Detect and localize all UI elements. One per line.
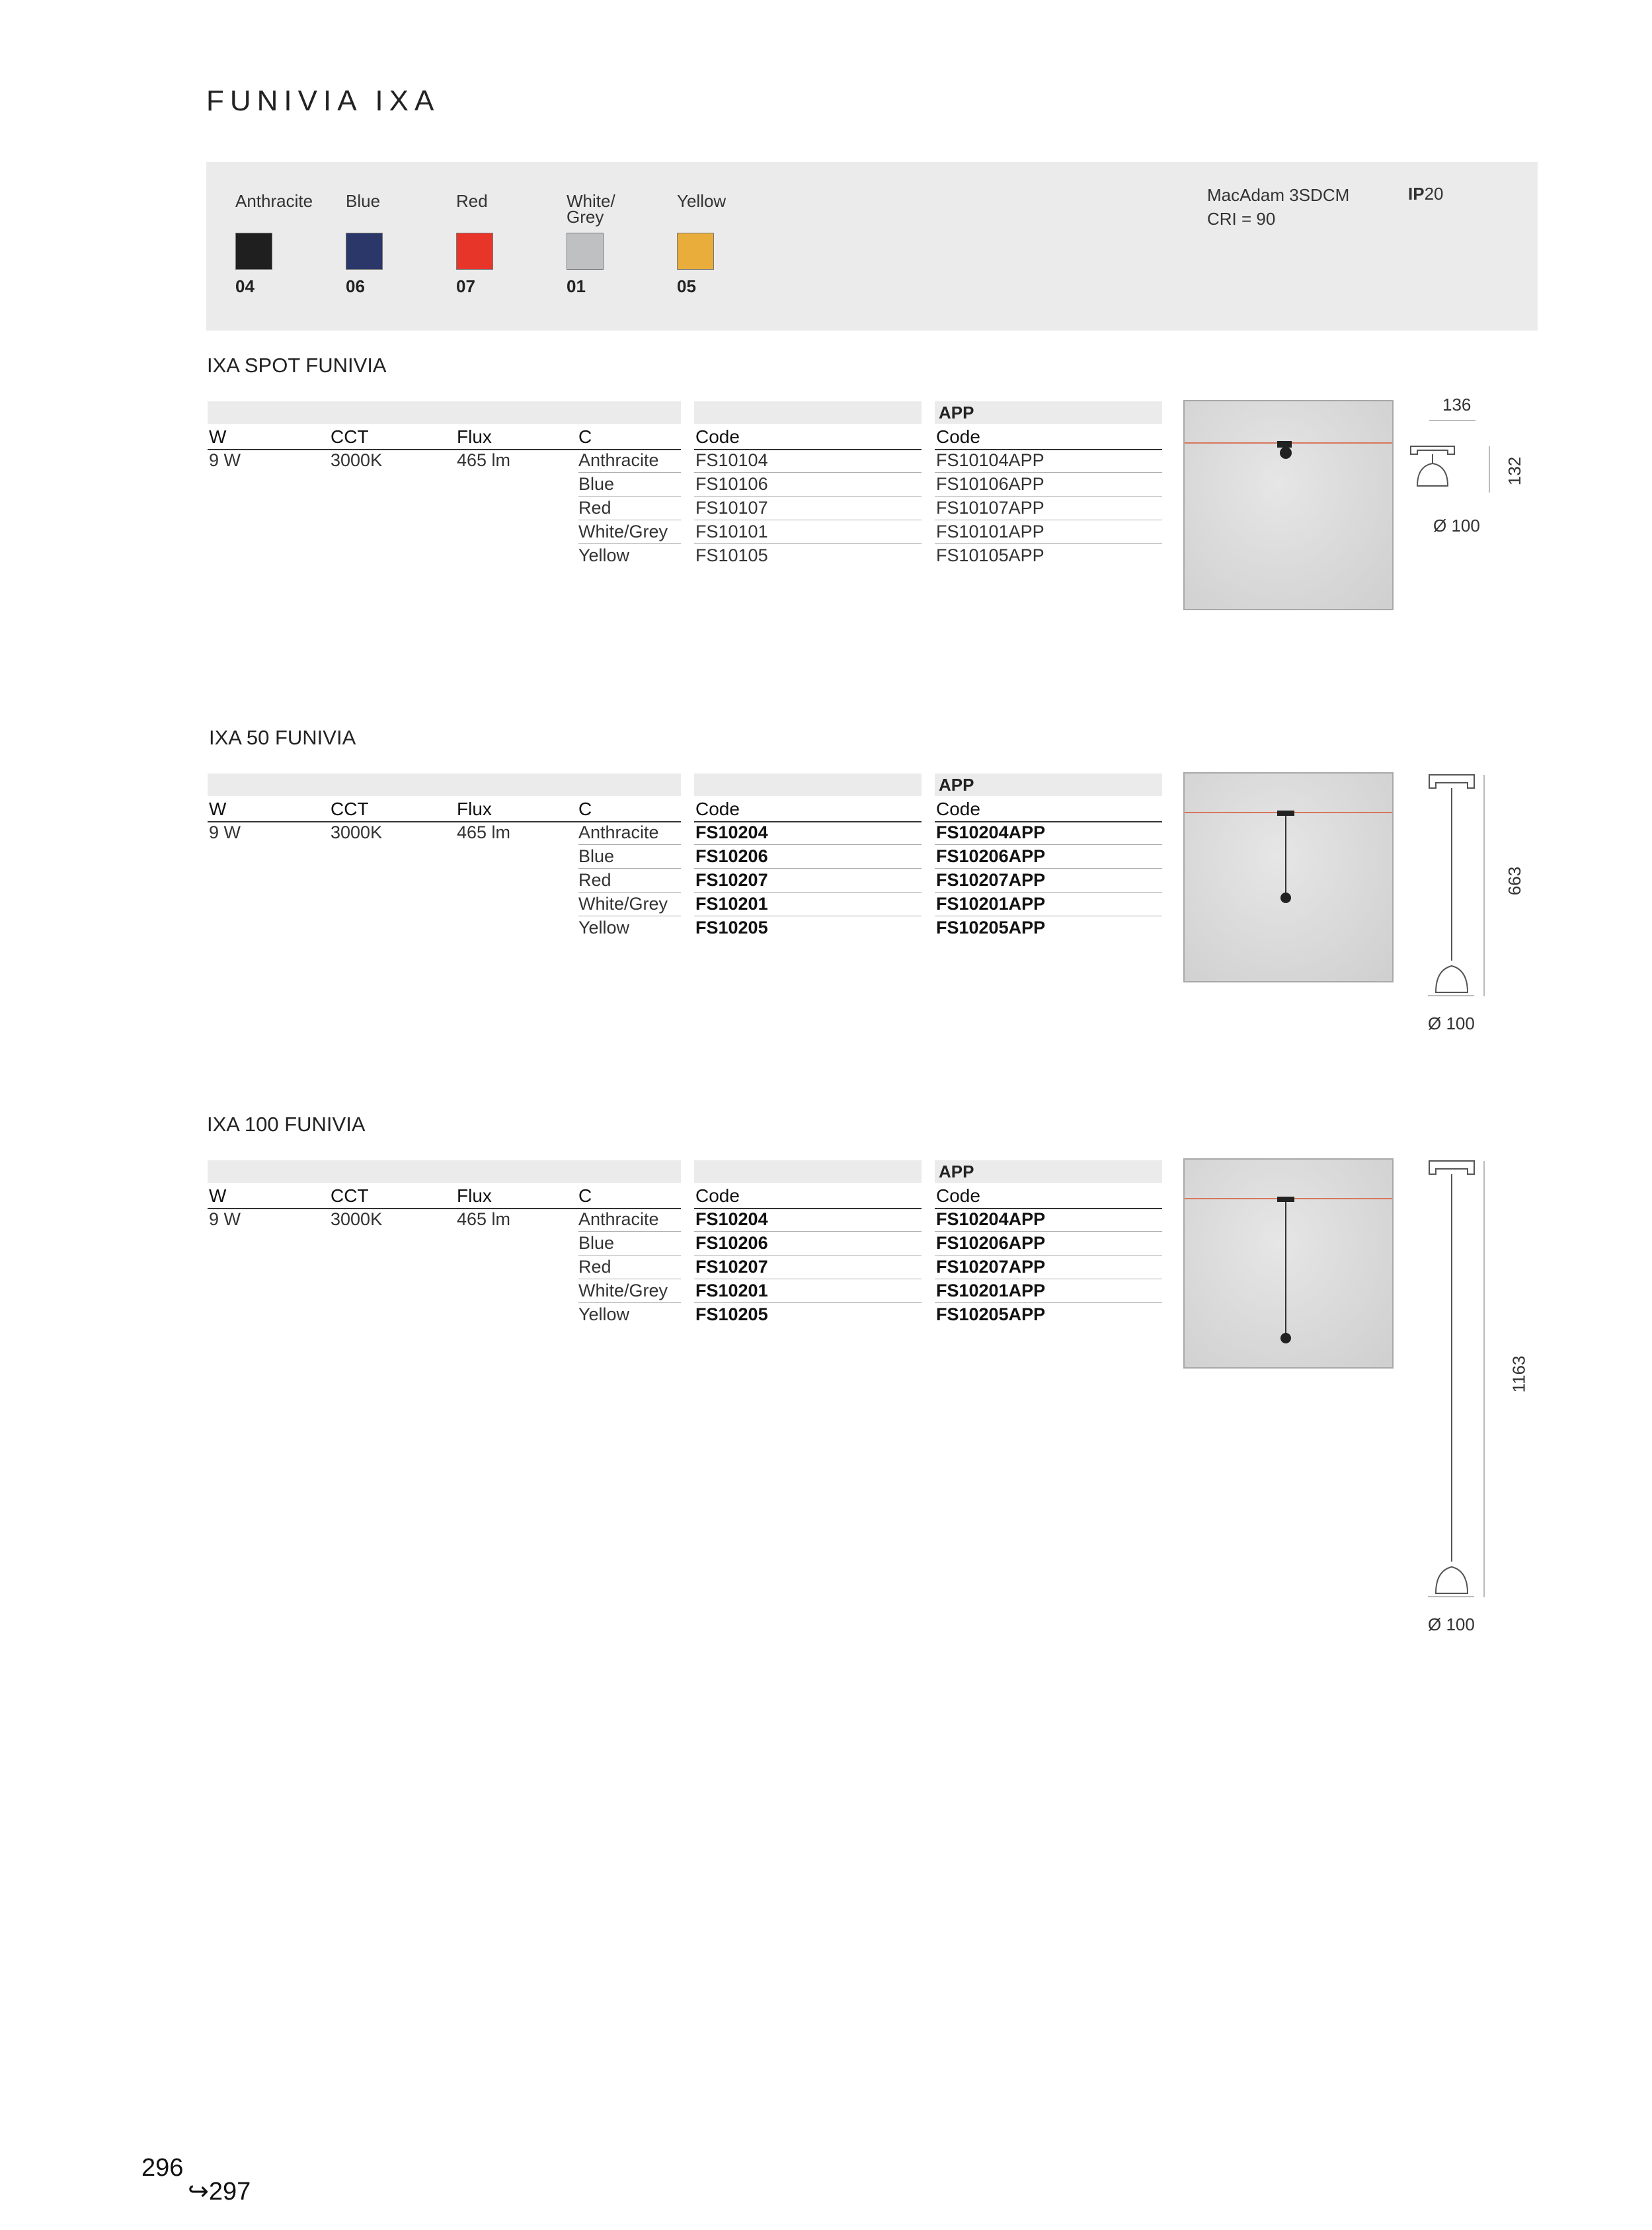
column-header-cct: CCT xyxy=(331,426,369,447)
row-color: Red xyxy=(578,498,611,518)
dimension-line xyxy=(1429,420,1475,421)
row-code: FS10106 xyxy=(695,474,768,494)
row-code: FS10204 xyxy=(695,822,768,842)
row-code: FS10201 xyxy=(695,1281,768,1300)
row-code: FS10204 xyxy=(695,1209,768,1229)
row-app-code: FS10106APP xyxy=(936,474,1044,494)
dimension-height: 132 xyxy=(1505,456,1525,486)
table-header-bar xyxy=(208,774,681,796)
column-header-cct: CCT xyxy=(331,1185,369,1206)
column-header-app-code: Code xyxy=(936,426,980,447)
row-color: Anthracite xyxy=(578,450,659,470)
row-divider xyxy=(578,1302,681,1303)
column-header-flux: Flux xyxy=(457,1185,492,1206)
spot-drawing-icon xyxy=(1407,440,1466,499)
dimension-height: 1163 xyxy=(1509,1355,1529,1393)
color-swatch xyxy=(677,233,714,270)
color-code: 04 xyxy=(235,276,255,296)
color-name: Yellow xyxy=(677,191,727,211)
row-app-code: FS10104APP xyxy=(936,450,1044,470)
row-app-code: FS10105APP xyxy=(936,545,1044,565)
column-header-cct: CCT xyxy=(331,799,369,819)
row-color: Yellow xyxy=(578,918,630,937)
color-option-white-grey xyxy=(567,193,626,297)
app-label: APP xyxy=(939,1162,974,1181)
page-number-current: 296 xyxy=(141,2154,184,2182)
color-name: Red xyxy=(456,191,488,211)
flux-value: 465 lm xyxy=(457,450,511,470)
lamp-silhouette-icon xyxy=(1185,774,1392,981)
row-divider xyxy=(694,1302,922,1303)
row-app-code: FS10206APP xyxy=(936,1233,1046,1253)
color-option-anthracite xyxy=(235,193,341,297)
row-divider xyxy=(694,892,922,893)
page-number-next[interactable] xyxy=(188,2176,251,2206)
section-title: IXA 100 FUNIVIA xyxy=(207,1113,366,1136)
dimension-line xyxy=(1483,1161,1485,1597)
row-app-code: FS10207APP xyxy=(936,1257,1046,1277)
row-color: Red xyxy=(578,1257,611,1277)
row-divider xyxy=(694,868,922,869)
color-name: White/ Grey xyxy=(567,191,615,227)
dimension-line xyxy=(1428,1596,1474,1597)
row-divider xyxy=(694,1231,922,1232)
color-code: 05 xyxy=(677,276,696,296)
color-option-blue xyxy=(346,193,452,297)
row-code: FS10205 xyxy=(695,1304,768,1324)
page-number-next-label: 297 xyxy=(208,2178,251,2206)
row-color: Yellow xyxy=(578,545,630,565)
light-specs xyxy=(1207,183,1349,231)
column-header-c: C xyxy=(578,799,592,819)
row-app-code: FS10201APP xyxy=(936,1281,1046,1300)
row-code: FS10206 xyxy=(695,846,768,866)
color-option-red xyxy=(456,193,562,297)
macadam-spec: MacAdam 3SDCM xyxy=(1207,185,1350,205)
row-divider xyxy=(694,496,922,497)
row-divider xyxy=(578,496,681,497)
row-color: Anthracite xyxy=(578,1209,659,1229)
row-divider xyxy=(935,844,1162,845)
wattage-value: 9 W xyxy=(209,822,241,842)
color-swatch xyxy=(235,233,272,270)
app-label: APP xyxy=(939,403,974,422)
code-header-bar xyxy=(694,1160,922,1183)
row-code: FS10207 xyxy=(695,1257,768,1277)
row-divider xyxy=(694,472,922,473)
row-divider xyxy=(578,472,681,473)
column-header-w: W xyxy=(209,426,227,447)
column-header-code: Code xyxy=(695,799,740,819)
color-swatch xyxy=(567,233,604,270)
row-divider xyxy=(578,868,681,869)
row-code: FS10105 xyxy=(695,545,768,565)
dimension-diameter: Ø 100 xyxy=(1428,1014,1475,1033)
row-color: White/Grey xyxy=(578,522,668,541)
row-app-code: FS10101APP xyxy=(936,522,1044,541)
row-code: FS10205 xyxy=(695,918,768,937)
dimension-width: 136 xyxy=(1442,395,1472,415)
row-code: FS10101 xyxy=(695,522,768,541)
row-divider xyxy=(578,1231,681,1232)
row-app-code: FS10107APP xyxy=(936,498,1044,518)
row-code: FS10107 xyxy=(695,498,768,518)
product-photo xyxy=(1183,1158,1394,1369)
row-divider xyxy=(694,844,922,845)
cct-value: 3000K xyxy=(331,1209,383,1229)
cct-value: 3000K xyxy=(331,450,383,470)
table-header-bar xyxy=(208,1160,681,1183)
row-divider xyxy=(935,892,1162,893)
color-code: 07 xyxy=(456,276,475,296)
row-app-code: FS10205APP xyxy=(936,918,1046,937)
column-header-code: Code xyxy=(695,426,740,447)
row-divider xyxy=(578,543,681,544)
row-color: White/Grey xyxy=(578,1281,668,1300)
dimension-height: 663 xyxy=(1505,866,1525,895)
row-color: Red xyxy=(578,870,611,890)
dimension-diameter: Ø 100 xyxy=(1428,1614,1475,1634)
row-divider xyxy=(935,1231,1162,1232)
row-divider xyxy=(694,543,922,544)
row-divider xyxy=(578,892,681,893)
row-color: Blue xyxy=(578,474,615,494)
dimension-diameter: Ø 100 xyxy=(1433,516,1480,536)
row-code: FS10206 xyxy=(695,1233,768,1253)
lamp-silhouette-icon xyxy=(1185,401,1392,609)
ip-value: 20 xyxy=(1424,184,1444,204)
app-label: APP xyxy=(939,775,974,795)
column-header-w: W xyxy=(209,799,227,819)
flux-value: 465 lm xyxy=(457,822,511,842)
row-code: FS10201 xyxy=(695,894,768,914)
section-title: IXA SPOT FUNIVIA xyxy=(207,354,387,377)
column-header-flux: Flux xyxy=(457,799,492,819)
column-header-flux: Flux xyxy=(457,426,492,447)
cct-value: 3000K xyxy=(331,822,383,842)
row-divider xyxy=(935,868,1162,869)
row-divider xyxy=(935,543,1162,544)
row-color: Yellow xyxy=(578,1304,630,1324)
row-code: FS10104 xyxy=(695,450,768,470)
column-header-app-code: Code xyxy=(936,1185,980,1206)
row-app-code: FS10206APP xyxy=(936,846,1046,866)
column-header-code: Code xyxy=(695,1185,740,1206)
row-color: Anthracite xyxy=(578,822,659,842)
code-header-bar xyxy=(694,774,922,796)
code-header-bar xyxy=(694,401,922,424)
color-options-panel xyxy=(206,162,1538,331)
row-divider xyxy=(935,496,1162,497)
column-header-c: C xyxy=(578,1185,592,1206)
page-title: FUNIVIA IXA xyxy=(206,85,440,117)
ip-rating xyxy=(1408,182,1444,206)
row-code: FS10207 xyxy=(695,870,768,890)
row-divider xyxy=(578,844,681,845)
color-swatch xyxy=(456,233,493,270)
color-name: Anthracite xyxy=(235,191,313,211)
column-header-w: W xyxy=(209,1185,227,1206)
row-color: White/Grey xyxy=(578,894,668,914)
cri-spec: CRI = 90 xyxy=(1207,209,1276,229)
row-divider xyxy=(935,472,1162,473)
product-photo xyxy=(1183,772,1394,982)
column-header-app-code: Code xyxy=(936,799,980,819)
column-header-c: C xyxy=(578,426,592,447)
row-app-code: FS10204APP xyxy=(936,1209,1046,1229)
color-swatch xyxy=(346,233,383,270)
color-code: 01 xyxy=(567,276,586,296)
row-color: Blue xyxy=(578,846,615,866)
flux-value: 465 lm xyxy=(457,1209,511,1229)
row-app-code: FS10204APP xyxy=(936,822,1046,842)
lamp-silhouette-icon xyxy=(1185,1160,1392,1367)
color-option-yellow xyxy=(677,193,783,297)
product-photo xyxy=(1183,400,1394,610)
next-page-arrow-icon: ↪ xyxy=(188,2178,209,2206)
dimension-line xyxy=(1428,995,1474,996)
dimension-line xyxy=(1489,446,1490,493)
row-app-code: FS10201APP xyxy=(936,894,1046,914)
row-color: Blue xyxy=(578,1233,615,1253)
color-code: 06 xyxy=(346,276,365,296)
wattage-value: 9 W xyxy=(209,450,241,470)
row-app-code: FS10207APP xyxy=(936,870,1046,890)
table-header-bar xyxy=(208,401,681,424)
row-app-code: FS10205APP xyxy=(936,1304,1046,1324)
color-name: Blue xyxy=(346,191,381,211)
row-divider xyxy=(935,1302,1162,1303)
dimension-line xyxy=(1483,775,1485,996)
ip-label: IP xyxy=(1408,184,1425,204)
wattage-value: 9 W xyxy=(209,1209,241,1229)
pendant-drawing-icon xyxy=(1421,1158,1487,1614)
section-title: IXA 50 FUNIVIA xyxy=(209,726,356,749)
pendant-drawing-icon xyxy=(1421,772,1487,1014)
